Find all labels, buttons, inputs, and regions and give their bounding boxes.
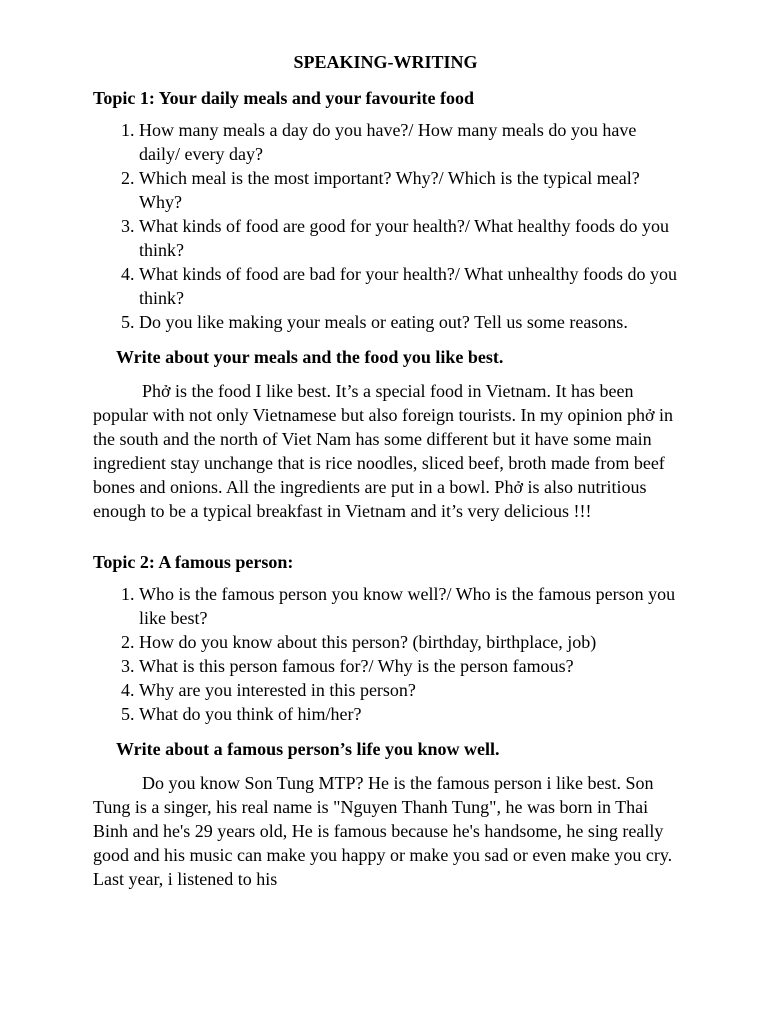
- topic-2-questions: [93, 582, 678, 726]
- question-item: 3. What is this person famous for?/ Why is the person famous?: [139, 654, 678, 678]
- question-item: 1. Who is the famous person you know well?/ Who is the famous person you like best?: [139, 582, 678, 630]
- topic-2-write-heading: Write about a famous person’s life you know well.: [116, 739, 500, 759]
- topic-1-essay: Phở is the food I like best. It’s a special food in Vietnam. It has been popular with not only Vietnamese but also foreign tourists. In my opinion phở in the south and the north of Viet Nam has some different but it have some main ingredient stay unchange that is rice noodles, sliced beef, broth made from beef bones and onions. All the ingredients are put in a bowl. Phở is also nutritious enough to be a typical breakfast in Vietnam and it’s very delicious !!!: [93, 381, 674, 521]
- question-item: 4. What kinds of food are bad for your health?/ What unhealthy foods do you think?: [139, 262, 678, 310]
- topic-1-questions: [93, 118, 678, 334]
- question-item: 1. How many meals a day do you have?/ How many meals do you have daily/ every day?: [139, 118, 678, 166]
- document-page: [93, 50, 678, 891]
- section-spacer: [93, 523, 678, 550]
- topic-1-write-heading: Write about your meals and the food you like best.: [116, 347, 504, 367]
- document-title: SPEAKING-WRITING: [293, 52, 478, 72]
- topic-1-heading: Topic 1: Your daily meals and your favourite food: [93, 88, 475, 108]
- topic-2-heading: Topic 2: A famous person:: [93, 552, 294, 572]
- question-item: 5. Do you like making your meals or eating out? Tell us some reasons.: [139, 310, 678, 334]
- question-item: 2. Which meal is the most important? Why?/ Which is the typical meal? Why?: [139, 166, 678, 214]
- topic-2-essay: Do you know Son Tung MTP? He is the famous person i like best. Son Tung is a singer, his real name is "Nguyen Thanh Tung", he was born in Thai Binh and he's 29 years old, He is famous because he's handsome, he sing really good and his music can make you happy or make you sad or even make you cry. Last year, i listened to his: [93, 773, 673, 889]
- question-item: 4. Why are you interested in this person?: [139, 678, 678, 702]
- question-item: 2. How do you know about this person? (birthday, birthplace, job): [139, 630, 678, 654]
- question-item: 3. What kinds of food are good for your health?/ What healthy foods do you think?: [139, 214, 678, 262]
- question-item: 5. What do you think of him/her?: [139, 702, 678, 726]
